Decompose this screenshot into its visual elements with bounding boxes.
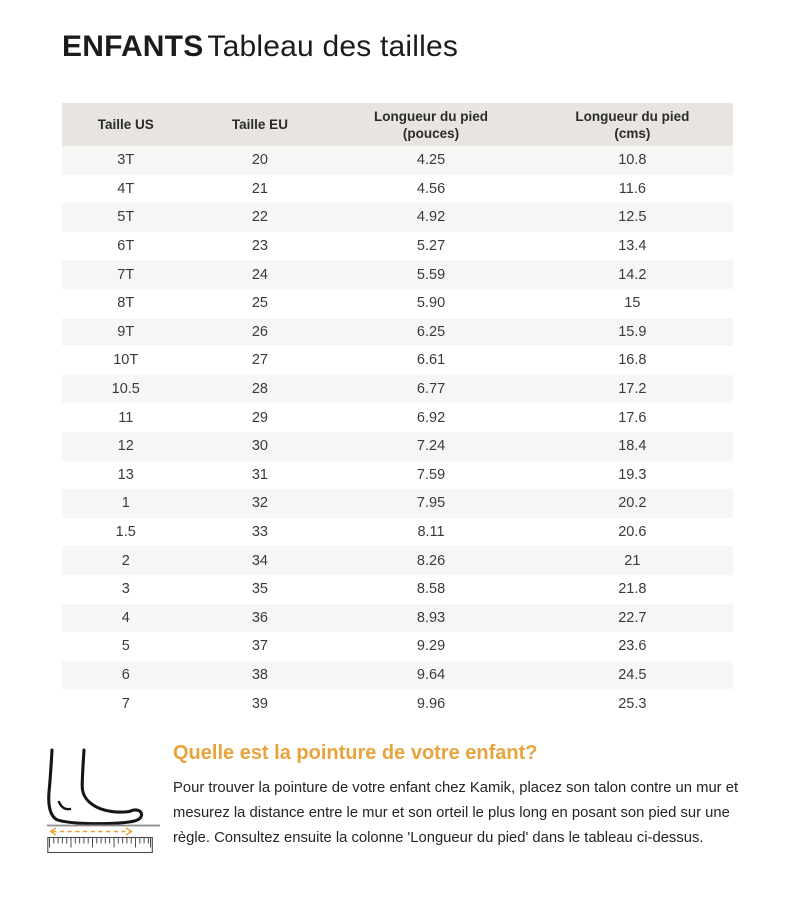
table-cell: 24: [189, 260, 330, 289]
table-cell: 15.9: [532, 318, 733, 347]
table-row: [62, 318, 733, 347]
page-title: [0, 0, 792, 64]
column-header-label: Taille US: [97, 117, 154, 132]
table-cell: 1.5: [62, 518, 189, 547]
table-cell: 9.29: [330, 632, 531, 661]
table-row: [62, 203, 733, 232]
table-cell: 26: [189, 318, 330, 347]
table-row: [62, 232, 733, 261]
table-cell: 13.4: [532, 232, 733, 261]
table-cell: 20: [189, 146, 330, 175]
table-cell: 4: [62, 604, 189, 633]
column-header-longueur-cms: [532, 103, 733, 146]
table-cell: 11.6: [532, 175, 733, 204]
table-cell: 11: [62, 403, 189, 432]
foot-ruler-illustration: [47, 748, 160, 854]
table-row: [62, 604, 733, 633]
table-cell: 7.59: [330, 461, 531, 490]
table-row: [62, 689, 733, 718]
table-cell: 19.3: [532, 461, 733, 490]
guide-heading: Quelle est la pointure de votre enfant?: [173, 741, 538, 764]
table-cell: 13: [62, 461, 189, 490]
table-cell: 17.2: [532, 375, 733, 404]
table-cell: 5.59: [330, 260, 531, 289]
table-cell: 21: [189, 175, 330, 204]
table-cell: 16.8: [532, 346, 733, 375]
table-cell: 36: [189, 604, 330, 633]
table-cell: 15: [532, 289, 733, 318]
table-cell: 28: [189, 375, 330, 404]
table-cell: 7: [62, 689, 189, 718]
table-cell: 32: [189, 489, 330, 518]
table-cell: 30: [189, 432, 330, 461]
table-cell: 2: [62, 546, 189, 575]
guide-paragraph: Pour trouver la pointure de votre enfant chez Kamik, placez son talon contre un mur et mesurez la distance entre le mur et son orteil le plus long en posant son pied sur une règle. Consultez ensuite la colonne 'Longueur du pied' dans le tableau ci-dessus.: [173, 779, 739, 846]
table-cell: 5: [62, 632, 189, 661]
header-row: [62, 103, 733, 146]
table-cell: 12: [62, 432, 189, 461]
foot-instep: [82, 750, 130, 812]
table-row: [62, 661, 733, 690]
table-row: [62, 375, 733, 404]
table-cell: 4.92: [330, 203, 531, 232]
size-table-head: [62, 103, 733, 146]
table-row: [62, 289, 733, 318]
table-cell: 6.92: [330, 403, 531, 432]
table-cell: 9.64: [330, 661, 531, 690]
table-cell: 10T: [62, 346, 189, 375]
table-row: [62, 260, 733, 289]
size-table-body: [62, 146, 733, 718]
ruler: [48, 837, 153, 852]
table-cell: 18.4: [532, 432, 733, 461]
table-cell: 34: [189, 546, 330, 575]
guide-text-block: [173, 742, 751, 851]
table-cell: 27: [189, 346, 330, 375]
column-header-taille-us: [62, 103, 189, 146]
column-header-taille-eu: [189, 103, 330, 146]
table-cell: 7.24: [330, 432, 531, 461]
table-cell: 6.77: [330, 375, 531, 404]
table-cell: 7.95: [330, 489, 531, 518]
table-cell: 22.7: [532, 604, 733, 633]
table-cell: 4.56: [330, 175, 531, 204]
table-cell: 17.6: [532, 403, 733, 432]
table-cell: 9T: [62, 318, 189, 347]
table-cell: 10.5: [62, 375, 189, 404]
table-cell: 4T: [62, 175, 189, 204]
column-header-label: Longueur du pied: [575, 108, 690, 124]
table-cell: 39: [189, 689, 330, 718]
table-cell: 20.6: [532, 518, 733, 547]
table-cell: 3: [62, 575, 189, 604]
table-cell: 5T: [62, 203, 189, 232]
table-row: [62, 432, 733, 461]
table-cell: 6.25: [330, 318, 531, 347]
table-cell: 22: [189, 203, 330, 232]
table-cell: 29: [189, 403, 330, 432]
page-title-rest: Tableau des tailles: [207, 30, 459, 63]
table-cell: 25.3: [532, 689, 733, 718]
foot-measurement-icon: [47, 748, 160, 854]
measurement-guide: [47, 742, 792, 854]
table-row: [62, 518, 733, 547]
column-header-label: Taille EU: [231, 117, 288, 132]
column-header-sublabel: (pouces): [402, 125, 460, 141]
column-header-sublabel: (cms): [614, 125, 651, 141]
table-cell: 8.26: [330, 546, 531, 575]
table-row: [62, 489, 733, 518]
table-cell: 33: [189, 518, 330, 547]
table-row: [62, 146, 733, 175]
table-cell: 5.90: [330, 289, 531, 318]
table-cell: 37: [189, 632, 330, 661]
table-cell: 9.96: [330, 689, 531, 718]
table-row: [62, 346, 733, 375]
table-cell: 8.11: [330, 518, 531, 547]
table-cell: 6.61: [330, 346, 531, 375]
column-header-longueur-pouces: [330, 103, 531, 146]
table-cell: 21.8: [532, 575, 733, 604]
table-cell: 24.5: [532, 661, 733, 690]
table-cell: 38: [189, 661, 330, 690]
table-cell: 1: [62, 489, 189, 518]
table-cell: 23: [189, 232, 330, 261]
table-row: [62, 575, 733, 604]
table-cell: 7T: [62, 260, 189, 289]
table-row: [62, 632, 733, 661]
table-cell: 31: [189, 461, 330, 490]
measure-arrow: [51, 828, 132, 835]
table-cell: 25: [189, 289, 330, 318]
column-header-label: Longueur du pied: [374, 108, 489, 124]
page-title-brand: ENFANTS: [62, 30, 204, 63]
ankle-mark: [59, 802, 70, 809]
table-cell: 6: [62, 661, 189, 690]
table-cell: 6T: [62, 232, 189, 261]
size-table: [62, 103, 733, 718]
table-cell: 8T: [62, 289, 189, 318]
table-cell: 14.2: [532, 260, 733, 289]
table-cell: 8.93: [330, 604, 531, 633]
table-cell: 20.2: [532, 489, 733, 518]
table-cell: 21: [532, 546, 733, 575]
table-cell: 12.5: [532, 203, 733, 232]
table-cell: 3T: [62, 146, 189, 175]
table-row: [62, 175, 733, 204]
table-cell: 4.25: [330, 146, 531, 175]
table-cell: 23.6: [532, 632, 733, 661]
table-cell: 35: [189, 575, 330, 604]
table-row: [62, 461, 733, 490]
table-row: [62, 546, 733, 575]
table-cell: 5.27: [330, 232, 531, 261]
table-row: [62, 403, 733, 432]
table-cell: 10.8: [532, 146, 733, 175]
table-cell: 8.58: [330, 575, 531, 604]
